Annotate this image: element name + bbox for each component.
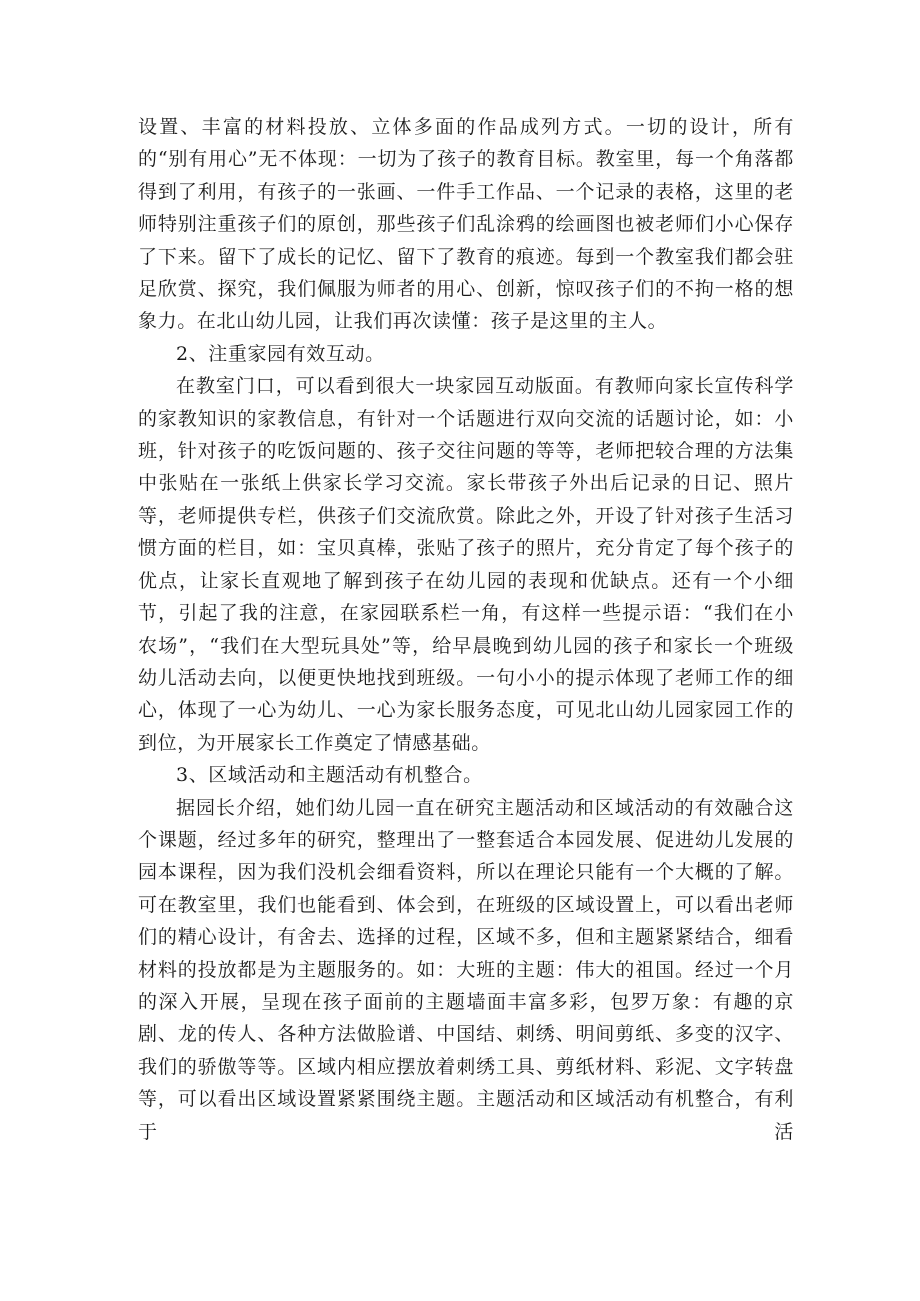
- paragraph-area-theme-activities: 据园长介绍，她们幼儿园一直在研究主题活动和区域活动的有效融合这个课题，经过多年的研究，整理出了一整套适合本园发展、促进幼儿发展的园本课程，因为我们没机会细看资料，所以在理论只能有一个大概的了解。可在教室里，我们也能看到、体会到，在班级的区域设置上，可以看出老师们的精心设计，有舍去、选择的过程，区域不多，但和主题紧紧结合，细看材料的投放都是为主题服务的。如：大班的主题：伟大的祖国。经过一个月的深入开展，呈现在孩子面前的主题墙面丰富多彩，包罗万象：有趣的京剧、龙的传人、各种方法做脸谱、中国结、刺绣、明间剪纸、多变的汉字、我们的骄傲等等。区域内相应摆放着刺绣工具、剪纸材料、彩泥、文字转盘等，可以看出区域设置紧紧围绕主题。主题活动和区域活动有机整合，有利于活: [138, 796, 794, 1143]
- section-heading-area-theme-integration: 3、区域活动和主题活动有机整合。: [176, 764, 483, 787]
- section-heading-home-school-interaction: 2、注重家园有效互动。: [176, 342, 385, 365]
- paragraph-environment-design: 设置、丰富的材料投放、立体多面的作品成列方式。一切的设计，所有的“别有用心”无不体现：一切为了孩子的教育目标。教室里，每一个角落都得到了利用，有孩子的一张画、一件手工作品、一个记录的表格，这里的老师特别注重孩子们的原创，那些孩子们乱涂鸦的绘画图也被老师们小心保存了下来。留下了成长的记忆、留下了教育的痕迹。每到一个教室我们都会驻足欣赏、探究，我们佩服为师者的用心、创新，惊叹孩子们的不拘一格的想象力。在北山幼儿园，让我们再次读懂：孩子是这里的主人。: [138, 116, 794, 333]
- document-body: [138, 111, 794, 1148]
- paragraph-home-school-board: 在教室门口，可以看到很大一块家园互动版面。有教师向家长宣传科学的家教知识的家教信息，有针对一个话题进行双向交流的话题讨论，如：小班，针对孩子的吃饭问题的、孩子交往问题的等等，老师把较合理的方法集中张贴在一张纸上供家长学习交流。家长带孩子外出后记录的日记、照片等，老师提供专栏，供孩子们交流欣赏。除此之外，开设了针对孩子生活习惯方面的栏目，如：宝贝真棒，张贴了孩子的照片，充分肯定了每个孩子的优点，让家长直观地了解到孩子在幼儿园的表现和优缺点。还有一个小细节，引起了我的注意，在家园联系栏一角，有这样一些提示语：“我们在小农场”，“我们在大型玩具处”等，给早晨晚到幼儿园的孩子和家长一个班级幼儿活动去向，以便更快地找到班级。一句小小的提示体现了老师工作的细心，体现了一心为幼儿、一心为家长服务态度，可见北山幼儿园家园工作的到位，为开展家长工作奠定了情感基础。: [138, 375, 794, 754]
